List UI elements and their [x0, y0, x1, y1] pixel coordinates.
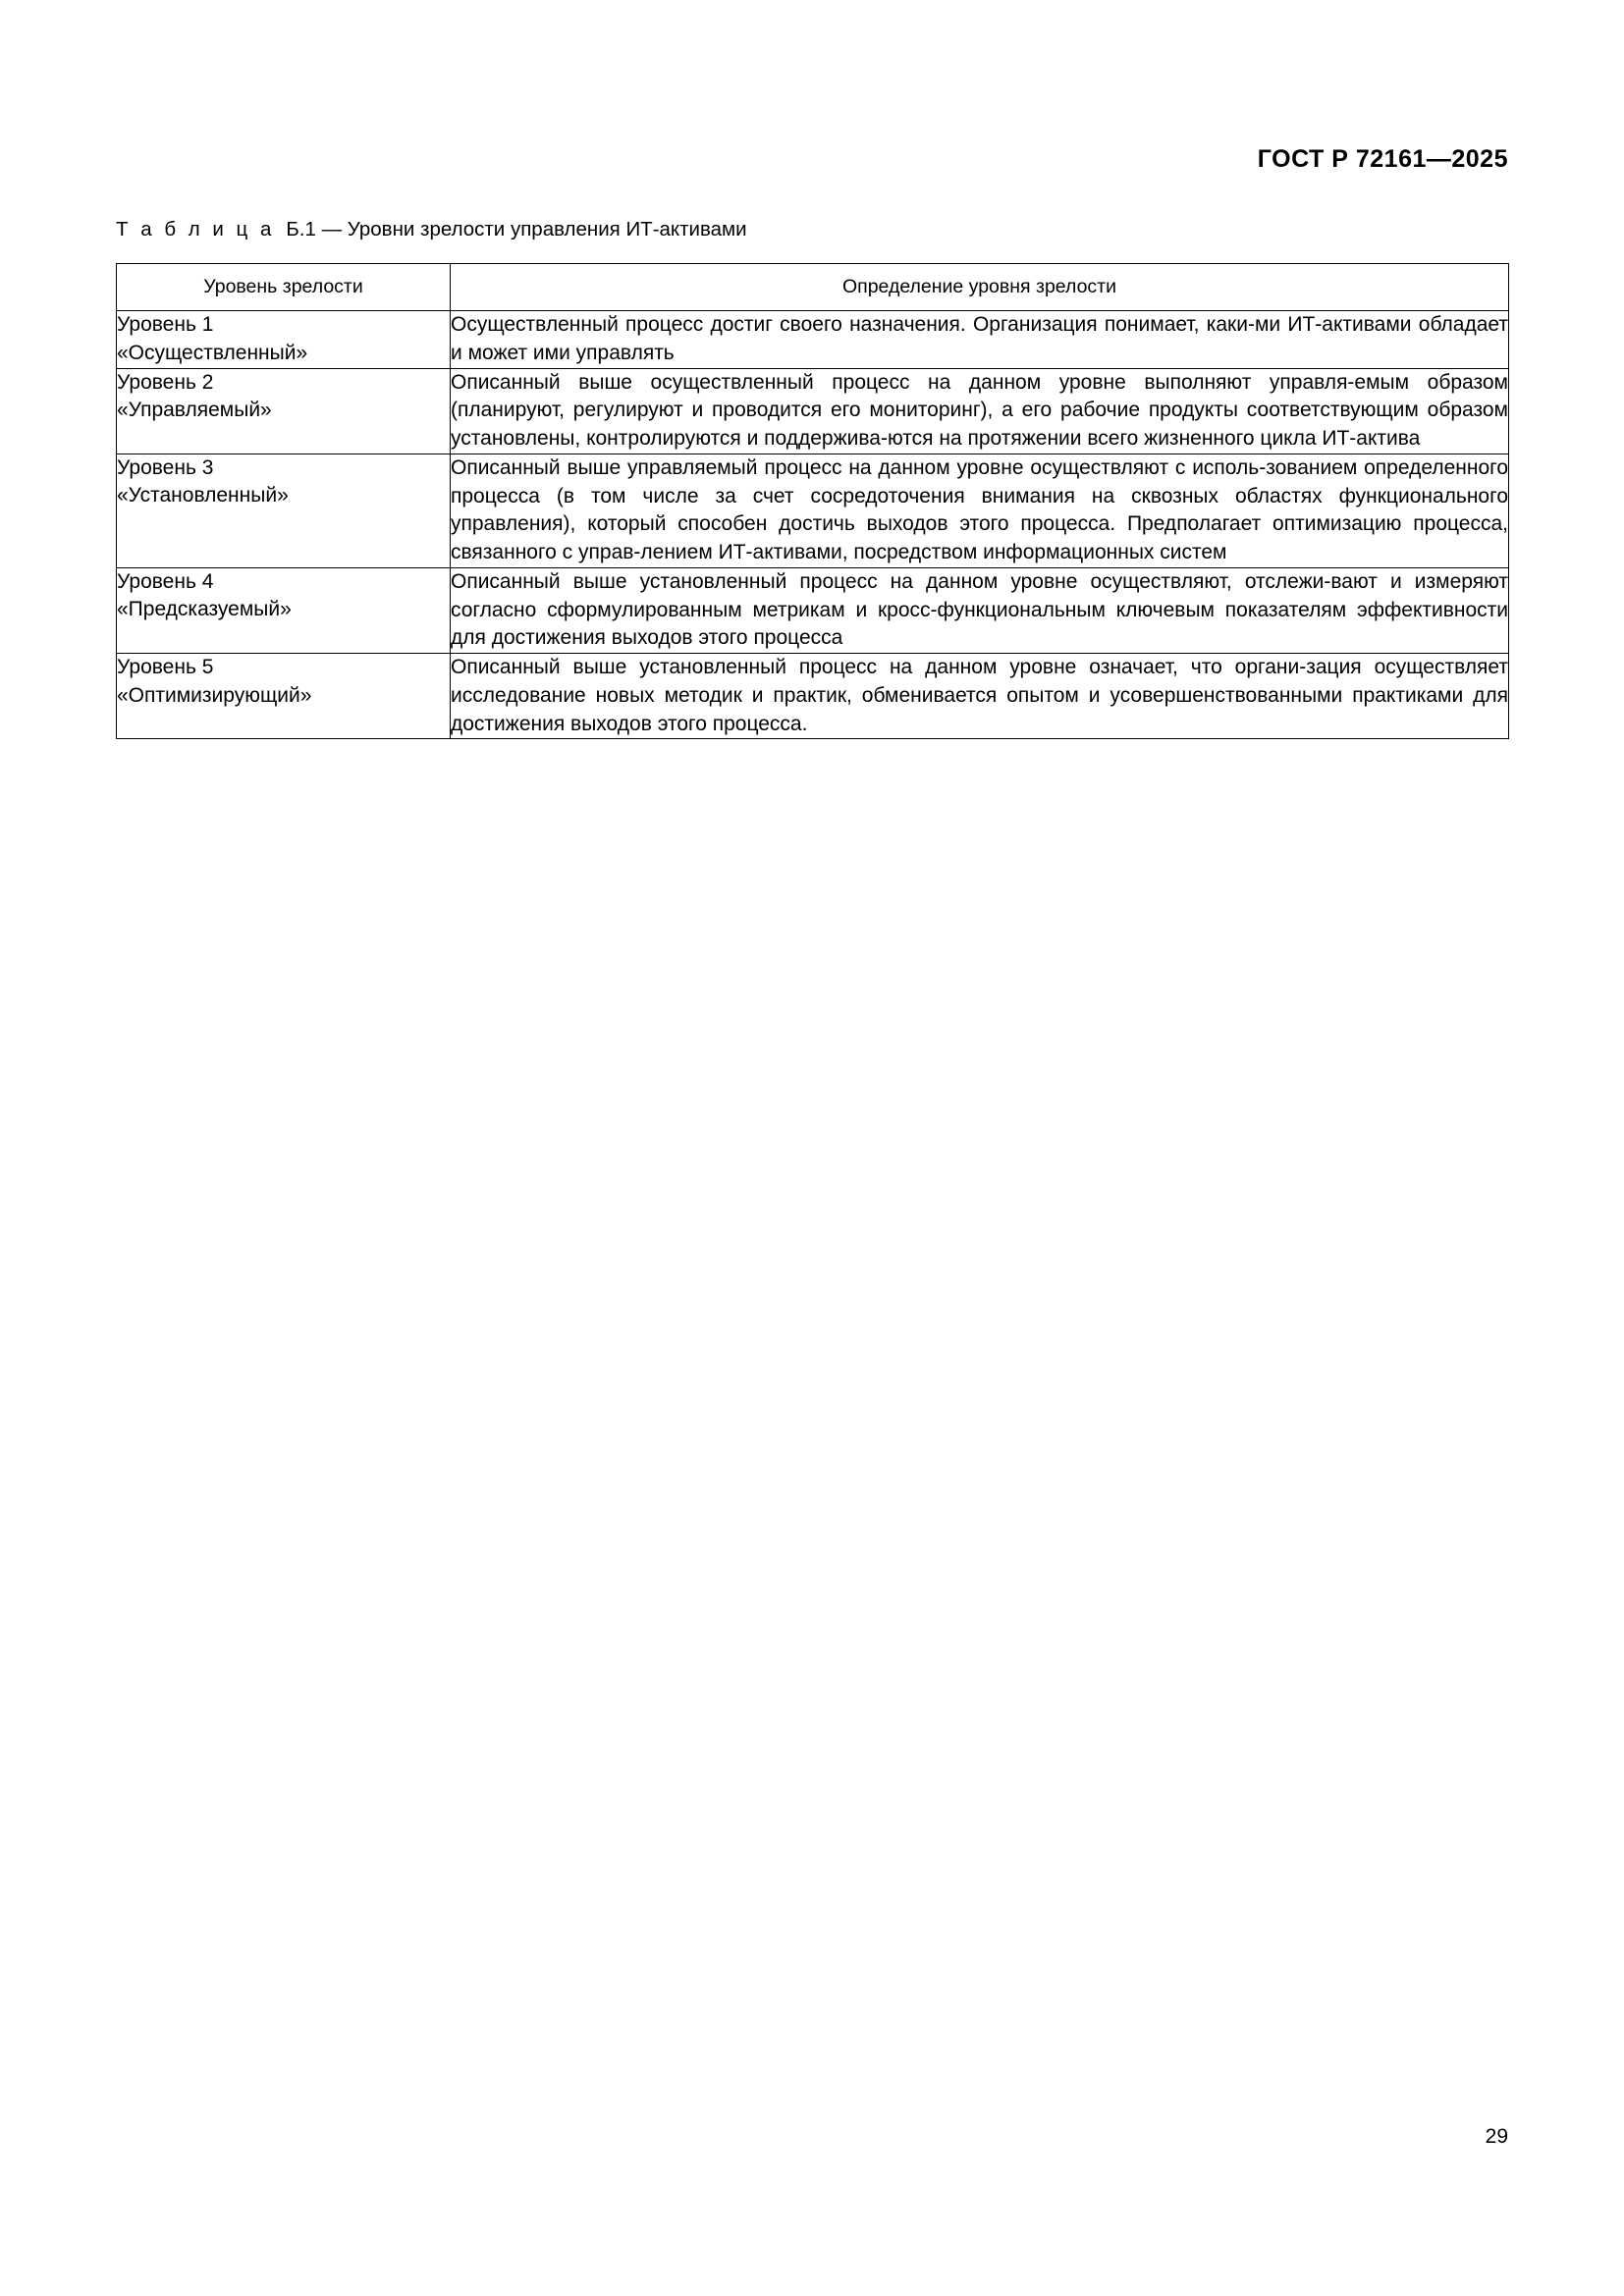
column-header-definition: Определение уровня зрелости: [451, 264, 1509, 311]
page-number: 29: [1485, 2125, 1508, 2148]
column-header-level: Уровень зрелости: [117, 264, 451, 311]
maturity-levels-table: [116, 263, 1509, 739]
cell-definition: Осуществленный процесс достиг своего назначения. Организация понимает, каки-ми ИТ-активами обладает и может ими управлять: [451, 311, 1509, 369]
table-caption-label: Т а б л и ц а: [116, 218, 275, 240]
cell-definition: Описанный выше установленный процесс на данном уровне осуществляют, отслежи-вают и измеряют согласно сформулированным метрикам и кросс-функциональным ключевым показателям эффективности для достижения выходов этого процесса: [451, 567, 1509, 653]
table-caption-dash: —: [321, 218, 343, 240]
table-row: [117, 368, 1509, 454]
table-caption-title: Уровни зрелости управления ИТ-активами: [347, 218, 747, 240]
table-row: [117, 654, 1509, 739]
cell-definition: Описанный выше установленный процесс на данном уровне означает, что органи-зация осуществляет исследование новых методик и практик, обменивается опытом и усовершенствованными практиками для достижения выходов этого процесса.: [451, 654, 1509, 739]
table-caption: [116, 218, 747, 241]
table-header-row: [117, 264, 1509, 311]
table-row: [117, 311, 1509, 369]
cell-level: Уровень 2 «Управляемый»: [117, 368, 451, 454]
cell-level: Уровень 4 «Предсказуемый»: [117, 567, 451, 653]
cell-definition: Описанный выше осуществленный процесс на данном уровне выполняют управля-емым образом (планируют, регулируют и проводится его мониторинг), а его рабочие продукты соответствующим образом установлены, контролируются и поддержива-ются на протяжении всего жизненного цикла ИТ-актива: [451, 368, 1509, 454]
table-row: [117, 454, 1509, 567]
cell-level: Уровень 5 «Оптимизирующий»: [117, 654, 451, 739]
cell-level: Уровень 1 «Осуществленный»: [117, 311, 451, 369]
table-row: [117, 567, 1509, 653]
cell-level: Уровень 3 «Установленный»: [117, 454, 451, 567]
cell-definition: Описанный выше управляемый процесс на данном уровне осуществляют с исполь-зованием определенного процесса (в том числе за счет сосредоточения внимания на сквозных областях функционального управления), который способен достичь выходов этого процесса. Предполагает оптимизацию процесса, связанного с управ-лением ИТ-активами, посредством информационных систем: [451, 454, 1509, 567]
page-header-standard-number: ГОСТ Р 72161—2025: [1257, 145, 1508, 173]
table-caption-number: Б.1: [286, 218, 316, 240]
